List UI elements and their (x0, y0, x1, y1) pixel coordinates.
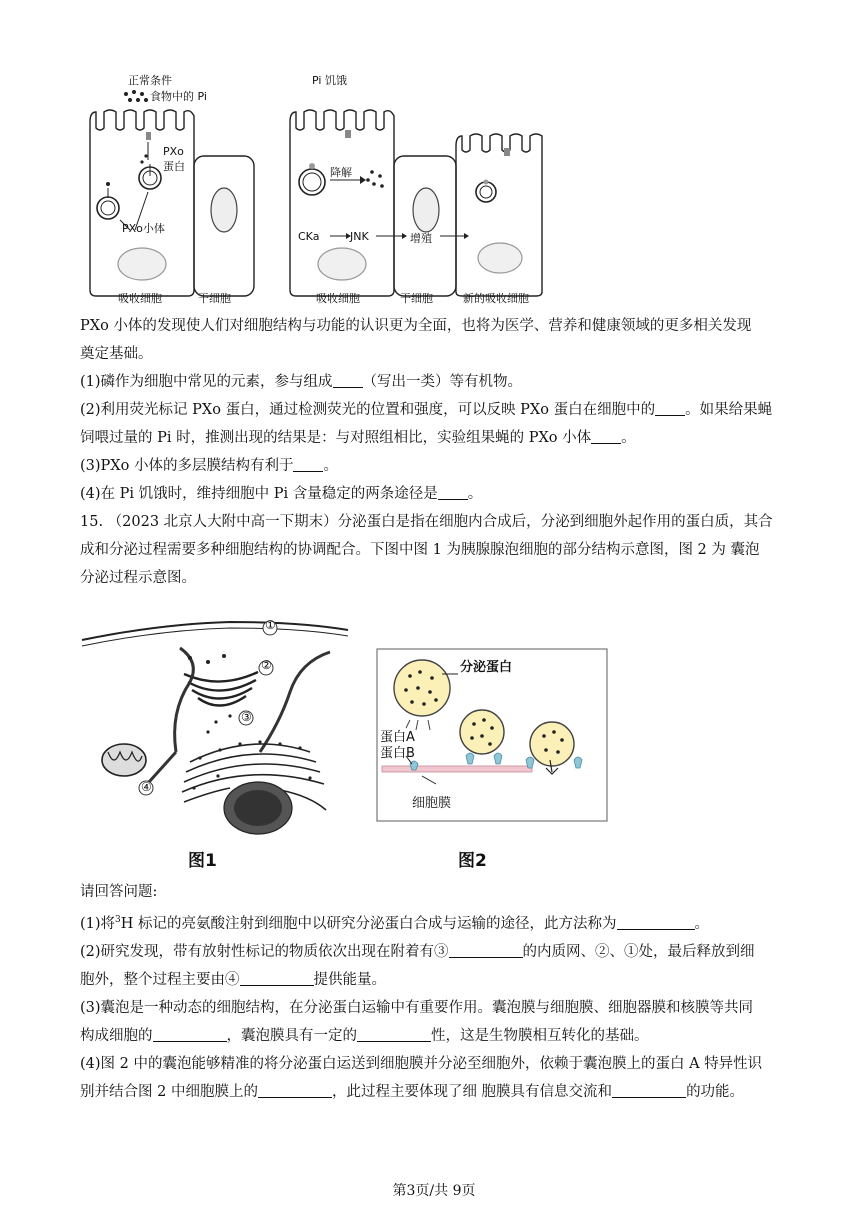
q15-part-2-cont: 胞外，整个过程主要由④ 提供能量。 (80, 971, 386, 988)
nucleus-left (118, 248, 166, 280)
answer-blank[interactable] (617, 915, 695, 930)
label-food-pi: 食物中的 Pi (150, 90, 207, 103)
label-pxo-protein-2: 蛋白 (163, 160, 185, 173)
label-jnk: JNK (350, 230, 369, 243)
q14-part-3: (3)PXo 小体的多层膜结构有利于 。 (80, 458, 338, 474)
food-pi-dots (124, 90, 148, 102)
fig1-mark-2: ② (261, 658, 272, 672)
answer-blank[interactable] (655, 401, 685, 416)
label-new-absorptive-cell: 新的吸收细胞 (463, 292, 529, 305)
vesicle-1 (394, 660, 450, 716)
vesicle-3 (530, 722, 574, 766)
q15-stem-2: 成和分泌过程需要多种细胞结构的协调配合。下图中图 1 为胰腺腺泡细胞的部分结构示意图，图 2 为 囊泡 (80, 542, 760, 558)
label-absorptive-cell-right: 吸收细胞 (316, 292, 360, 305)
label-proliferate: 增殖 (410, 232, 432, 245)
answer-blank[interactable] (357, 1027, 431, 1042)
label-stem-cell-right: 干细胞 (400, 292, 433, 305)
pxo-body-lower (97, 197, 119, 219)
q14-part-1: (1)磷作为细胞中常见的元素，参与组成 （写出一类）等有机物。 (80, 374, 523, 390)
page-footer: 第3页/共 9页 (392, 1183, 476, 1199)
label-secreted-protein: 分泌蛋白 (460, 660, 513, 675)
q14-part-2: (2)利用荧光标记 PXo 蛋白，通过检测荧光的位置和强度，可以反映 PXo 蛋白在细胞中的 。如果给果蝇 (80, 402, 773, 418)
stem-nucleus-left (211, 188, 237, 232)
label-protein-b: 蛋白B (380, 746, 415, 761)
q15-part-3-cont: 构成细胞的 ，囊泡膜具有一定的 性，这是生物膜相互转化的基础。 (80, 1027, 649, 1044)
intro-line-2: 奠定基础。 (80, 346, 153, 362)
label-absorptive-cell-left: 吸收细胞 (118, 292, 162, 305)
q15-part-4-cont: 别并结合图 2 中细胞膜上的 ，此过程主要体现了细 胞膜具有信息交流和 的功能。 (80, 1083, 745, 1100)
fig1-mark-4: ④ (141, 780, 152, 794)
label-cka: CKa (298, 230, 320, 243)
label-pxo-protein-1: PXo (163, 145, 184, 158)
pxo-protein-mark (146, 132, 151, 140)
label-pi-starvation: Pi 饥饿 (312, 74, 347, 87)
label-protein-a: 蛋白A (380, 730, 415, 745)
answer-blank[interactable] (333, 373, 363, 388)
answer-blank[interactable] (612, 1083, 686, 1098)
label-degrade: 降解 (330, 166, 352, 179)
label-normal-condition: 正常条件 (128, 74, 172, 87)
q14-part-4: (4)在 Pi 饥饿时，维持细胞中 Pi 含量稳定的两条途径是 。 (80, 486, 483, 502)
answer-blank[interactable] (591, 429, 621, 444)
q15-questions (80, 878, 792, 1106)
figure-1-drawing (80, 612, 350, 842)
vesicle-2 (460, 710, 504, 754)
label-pxo-body: PXo小体 (122, 222, 165, 235)
q15-part-1: (1)将$^3$H 标记的亮氨酸注射到细胞中以研究分泌蛋白合成与运输的途径，此方法称为 。 (80, 915, 710, 932)
q15-stem-1: 15. （2023 北京人大附中高一下期末）分泌蛋白是指在细胞内合成后，分泌到细胞外起作用的蛋白质，其合 (80, 514, 773, 530)
label-cell-membrane: 细胞膜 (412, 796, 452, 811)
q15-part-3: (3)囊泡是一种动态的细胞结构，在分泌蛋白运输中有重要作用。囊泡膜与细胞膜、细胞器膜和核膜等共同 (80, 999, 754, 1016)
figure-1-caption: 图1 (188, 851, 217, 871)
q14-part-2-cont: 饲喂过量的 Pi 时，推测出现的结果是：与对照组相比，实验组果蝇的 PXo 小体 。 (80, 430, 636, 446)
label-stem-cell-left: 干细胞 (198, 292, 231, 305)
pi-released-dots (366, 170, 384, 188)
q15-stem-3: 分泌过程示意图。 (80, 570, 196, 586)
figure-2-caption: 图2 (458, 851, 487, 871)
fig1-mark-3: ③ (241, 710, 252, 724)
answer-blank[interactable] (293, 457, 323, 472)
answer-blank[interactable] (438, 485, 468, 500)
answer-blank[interactable] (240, 971, 314, 986)
q14-text-block (80, 312, 792, 592)
q15-part-4: (4)图 2 中的囊泡能够精准的将分泌蛋白运送到细胞膜并分泌至细胞外，依赖于囊泡膜上的蛋白 A 特异性识 (80, 1055, 763, 1072)
answer-blank[interactable] (258, 1083, 332, 1098)
answer-blank[interactable] (449, 943, 523, 958)
intro-line-1: PXo 小体的发现使人们对细胞结构与功能的认识更为全面，也将为医学、营养和健康领域的更多相关发现 (80, 318, 752, 334)
answer-blank[interactable] (153, 1027, 227, 1042)
fig1-mark-1: ① (265, 618, 276, 632)
q15-ask: 请回答问题: (80, 884, 158, 900)
cell-membrane-bar (382, 766, 532, 772)
q15-part-2: (2)研究发现，带有放射性标记的物质依次出现在附着有③ 的内质网、②、①处，最后释放到细 (80, 943, 755, 960)
